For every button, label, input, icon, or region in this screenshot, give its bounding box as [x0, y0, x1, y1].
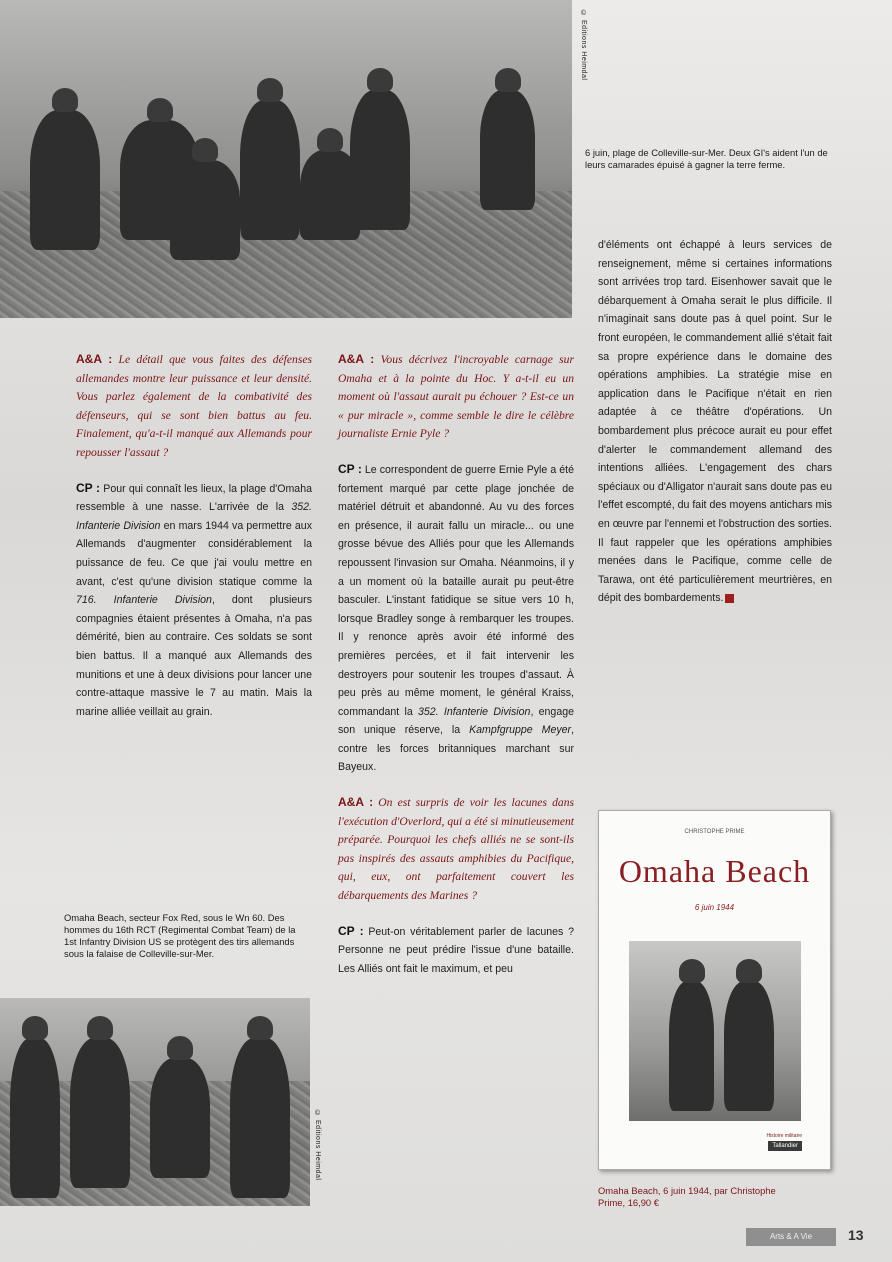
book-title: Omaha Beach: [618, 853, 811, 889]
book-date: 6 juin 1944: [694, 903, 735, 912]
question-1: [76, 350, 312, 463]
answer-tag: CP :: [338, 923, 364, 938]
answer-italic: 352. Infanterie Division: [418, 705, 531, 718]
column-1: [76, 350, 312, 737]
magazine-badge: Arts & A Vie: [746, 1228, 836, 1246]
top-photo-credit: © Editions Heimdal: [580, 10, 587, 81]
answer-2: [338, 460, 574, 777]
book-cover-photo: [629, 941, 801, 1121]
bottom-photo-caption: Omaha Beach, secteur Fox Red, sous le Wn 60. Des hommes du 16th RCT (Regimental Combat Team) de la 1st Infantry Division US se protègent des tirs allemands sous la falaise de Colleville-sur-Mer.: [64, 912, 296, 959]
end-mark: [725, 594, 734, 603]
book-publisher-line: Histoire militaire: [766, 1133, 802, 1139]
bottom-photo-credit: © Editions Heimdal: [314, 1110, 321, 1181]
answer-italic: Kampfgruppe Meyer: [469, 724, 572, 737]
bottom-left-photo: [0, 998, 310, 1206]
answer-text: Pour qui connaît les lieux, la plage d'Omaha ressemble à une nasse. L'arrivée de la: [76, 482, 312, 514]
question-tag: A&A :: [76, 352, 113, 366]
top-photo: [0, 0, 572, 318]
answer-text: d'éléments ont échappé à leurs services de renseignement, même si certaines informations sont arrivées trop tard. Eisenhower savait que le débarquement à Omaha serait le plus difficile. Il n'imaginait sans doute pas à quel point. Sur le front européen, le commandement allié s'était fait sa propre expérience dans le domaine des opérations amphibies. La stratégie mise en application dans le Pacifique n'était en rien adaptée à ce théâtre d'opérations. Un bombardement plus précoce aurait eu pour effet d'alerter le commandement allemand des intentions alliées. L'engagement des chars spéciaux ou d'Alligator n'aurait sans doute pas eu l'effet escompté, du fait des moyens antichars mis en œuvre par l'ennemi et l'obstruction des sorties. Il faut rappeler que les opérations amphibies menées dans le Pacifique, comme celle de Tarawa, ont été particulièrement meurtrières, en dépit des bombardements.: [598, 239, 832, 605]
question-text: Vous décrivez l'incroyable carnage sur Omaha et à la pointe du Hoc. Y a-t-il eu un moment où l'assaut aurait pu échouer ? Est-ce un « pur miracle », comme semble le dire le célèbre journaliste Ernie Pyle ?: [338, 353, 574, 441]
answer-italic: 352. Infanterie Division: [76, 501, 312, 532]
answer-tag: CP :: [76, 480, 101, 495]
answer-3: [338, 922, 574, 979]
answer-tag: CP :: [338, 461, 362, 476]
question-3: [338, 793, 574, 906]
book-cover: [598, 810, 831, 1170]
answer-1: [76, 479, 312, 722]
question-2: [338, 350, 574, 444]
answer-italic: 716. Infanterie Division: [76, 594, 212, 607]
answer-text: , engage son unique réserve, la: [338, 705, 574, 737]
top-photo-caption: 6 juin, plage de Colleville-sur-Mer. Deux GI's aident l'un de leurs camarades épuisé à gagner la terre ferme.: [585, 147, 828, 170]
answer-text: Peut-on véritablement parler de lacunes ? Personne ne peut prédire l'issue d'une bataille. Les Alliés ont fait le maximum, et peu: [338, 925, 574, 975]
question-tag: A&A :: [338, 795, 374, 810]
answer-text: , contre les forces britanniques marchant sur Bayeux.: [338, 724, 575, 774]
book-publisher: Tallandier: [768, 1141, 802, 1151]
question-tag: A&A :: [338, 352, 375, 366]
book-author: CHRISTOPHE PRIME: [684, 829, 745, 835]
question-text: On est surpris de voir les lacunes dans l'exécution d'Overlord, qui a été si minutieusement préparée. Pourquoi les chefs alliés ne se sont-ils pas inspirés des assauts amphibies du Pacifique, qui, eux, ont parfaitement couvert les débarquements des Marines ?: [338, 796, 575, 903]
column-3: [598, 236, 832, 624]
question-text: Le détail que vous faites des défenses allemandes montre leur puissance et leur densité. Vous parlez également de la combativité des défenseurs, qui se sont bien battus au feu. Finalement, qu'a-t-il manqué aux Allemands pour repousser l'assaut ?: [76, 353, 313, 459]
answer-text: en mars 1944 va permettre aux Allemands d'augmenter considérablement la puissance de feu. Ce que j'ai voulu mettre en avant, c'est qu'une division statique comme la: [76, 519, 312, 588]
answer-text: Le correspondent de guerre Ernie Pyle a été fortement marqué par cette plage jonchée de matériel détruit et abandonné. Au vu des forces en présence, il aurait fallu un miracle... ou une grosse bévue des Alliés pour que les Allemands repoussent l'invasion sur Omaha. Néanmoins, il y a un moment où la bataille aurait pu peut-être basculer. L'instant fatidique se situe vers 10 h, lorsque Bradley songe à rembarquer les troupes. Il y renonce après avoir été informé des premières percées, et il fait intervenir les destroyers pour soutenir les troupes d'assaut. À peu près au même moment, le général Kraiss, commandant la: [338, 463, 574, 718]
book-caption: Omaha Beach, 6 juin 1944, par Christophe Prime, 16,90 €: [598, 1185, 776, 1208]
answer-text: , dont plusieurs compagnies étaient présentes à Omaha, n'a pas démérité, bien au contraire. Ces soldats se sont bien battus. Il a manqué aux Allemands des munitions et une à deux divisions pour lancer une contre-attaque massive le 7 au matin. Mais la marine alliée veillait au grain.: [76, 594, 312, 718]
column-2: [338, 350, 574, 994]
page-number: 13: [848, 1227, 864, 1243]
